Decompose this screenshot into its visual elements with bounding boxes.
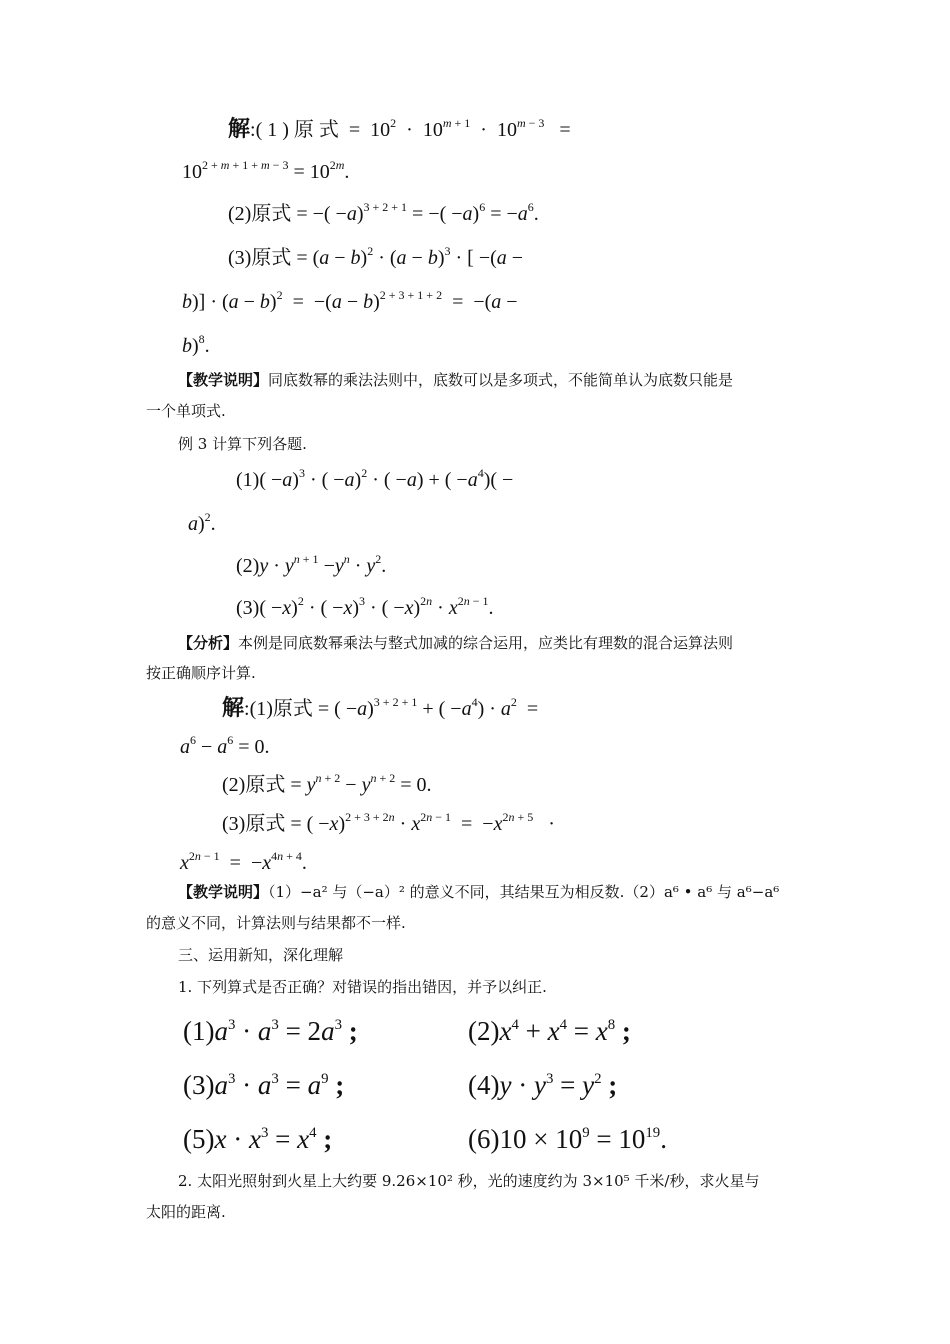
solution-line: (2)原式 = −( −a)$^{3 + 2 + 1}$ = −( $-a)^6 = -a^6$. [228, 200, 539, 225]
example-title: 例 3 计算下列各题. [178, 435, 307, 453]
example-item: a)$^2$. [188, 510, 216, 535]
question-2-cont: 太阳的距离. [146, 1203, 226, 1221]
solution-line: (3)原式 = ( $-x)^{2 + 3 + 2n} \cdot x^{2n - 1} = -x^{2n + 5}$ · [222, 810, 555, 835]
solution-line: (2)原式 = $y^{n + 2} - y^{n + 2} = 0$. [222, 771, 432, 796]
teaching-note-cont: 一个单项式. [146, 402, 226, 420]
teaching-note-cont: 的意义不同，计算法则与结果都不一样. [146, 914, 406, 932]
exercise-item-4: $(4)y \cdot y^3 = y^2$ ; [468, 1070, 618, 1100]
question-2: 2. 太阳光照射到火星上大约要 9.26×10² 秒，光的速度约为 3×10⁵ 千米/秒，求火星与 [178, 1172, 760, 1190]
solution-line: 解:( 1 ) 原 式 = $10^2 \cdot 10^{m + 1} \cdot 10^{m - 3}$ = [228, 116, 571, 141]
example-item: $(3)( -x)^2$ · ( −x)$^3$ · ( $-x)^{2n} \cdot x^{2n - 1}$. [236, 594, 494, 619]
teaching-note: 【教学说明】（1）−a² 与（−a）² 的意义不同，其结果互为相反数.（2）a⁶ • a⁶ 与 a⁶−a⁶ [178, 883, 780, 901]
solution-line: b)$^8$. [182, 332, 210, 357]
exercise-item-6: $(6)10 \times 10^9 = 10^{19}$. [468, 1124, 667, 1154]
section-heading: 三、运用新知，深化理解 [178, 946, 344, 964]
example-item: $(2)y \cdot y^{n + 1} -y^n \cdot y^2$. [236, 552, 387, 577]
solution-line: $a^6 - a^6 = 0$. [180, 733, 270, 758]
exercise-item-2: $(2)x^4 + x^4 = x^8$ ; [468, 1016, 631, 1046]
solution-line: $b)] \cdot (a - b)^2 = -(a - b)^{2 + 3 + 1 + 2} = -(a$ − [182, 288, 518, 313]
analysis-note: 【分析】本例是同底数幂乘法与整式加减的综合运用，应类比有理数的混合运算法则 [178, 634, 734, 652]
solution-line: 解:(1)原式 = ( −a)$^{3 + 2 + 1}$ + ( $-a^4) \cdot a^2$ = [222, 695, 539, 720]
solution-line: (3)原式 = $(a - b)^2 \cdot (a - b)^3$ · [ −(a − [228, 244, 524, 269]
example-item: $(1)( -a)^3$ · ( −a)$^2$ · ( −a) + ( $-a^4$)( − [236, 466, 514, 491]
teaching-note: 【教学说明】同底数幂的乘法法则中，底数可以是多项式，不能简单认为底数只能是 [178, 371, 734, 389]
exercise-item-3: $(3)a^3 \cdot a^3 = a^9$ ; [183, 1070, 345, 1100]
solution-label: 解 [228, 116, 251, 141]
analysis-note-cont: 按正确顺序计算. [146, 664, 256, 682]
exercise-item-1: $(1)a^3 \cdot a^3 = 2a^3$ ; [183, 1016, 358, 1046]
solution-line: $10^{2 + m + 1 + m - 3} = 10^{2m}$. [182, 158, 350, 183]
solution-line: $x^{2n - 1} = -x^{4n + 4}$. [180, 849, 307, 874]
question-1: 1. 下列算式是否正确？对错误的指出错因，并予以纠正. [178, 978, 547, 996]
exercise-item-5: $(5)x \cdot x^3 = x^4$ ; [183, 1124, 333, 1154]
